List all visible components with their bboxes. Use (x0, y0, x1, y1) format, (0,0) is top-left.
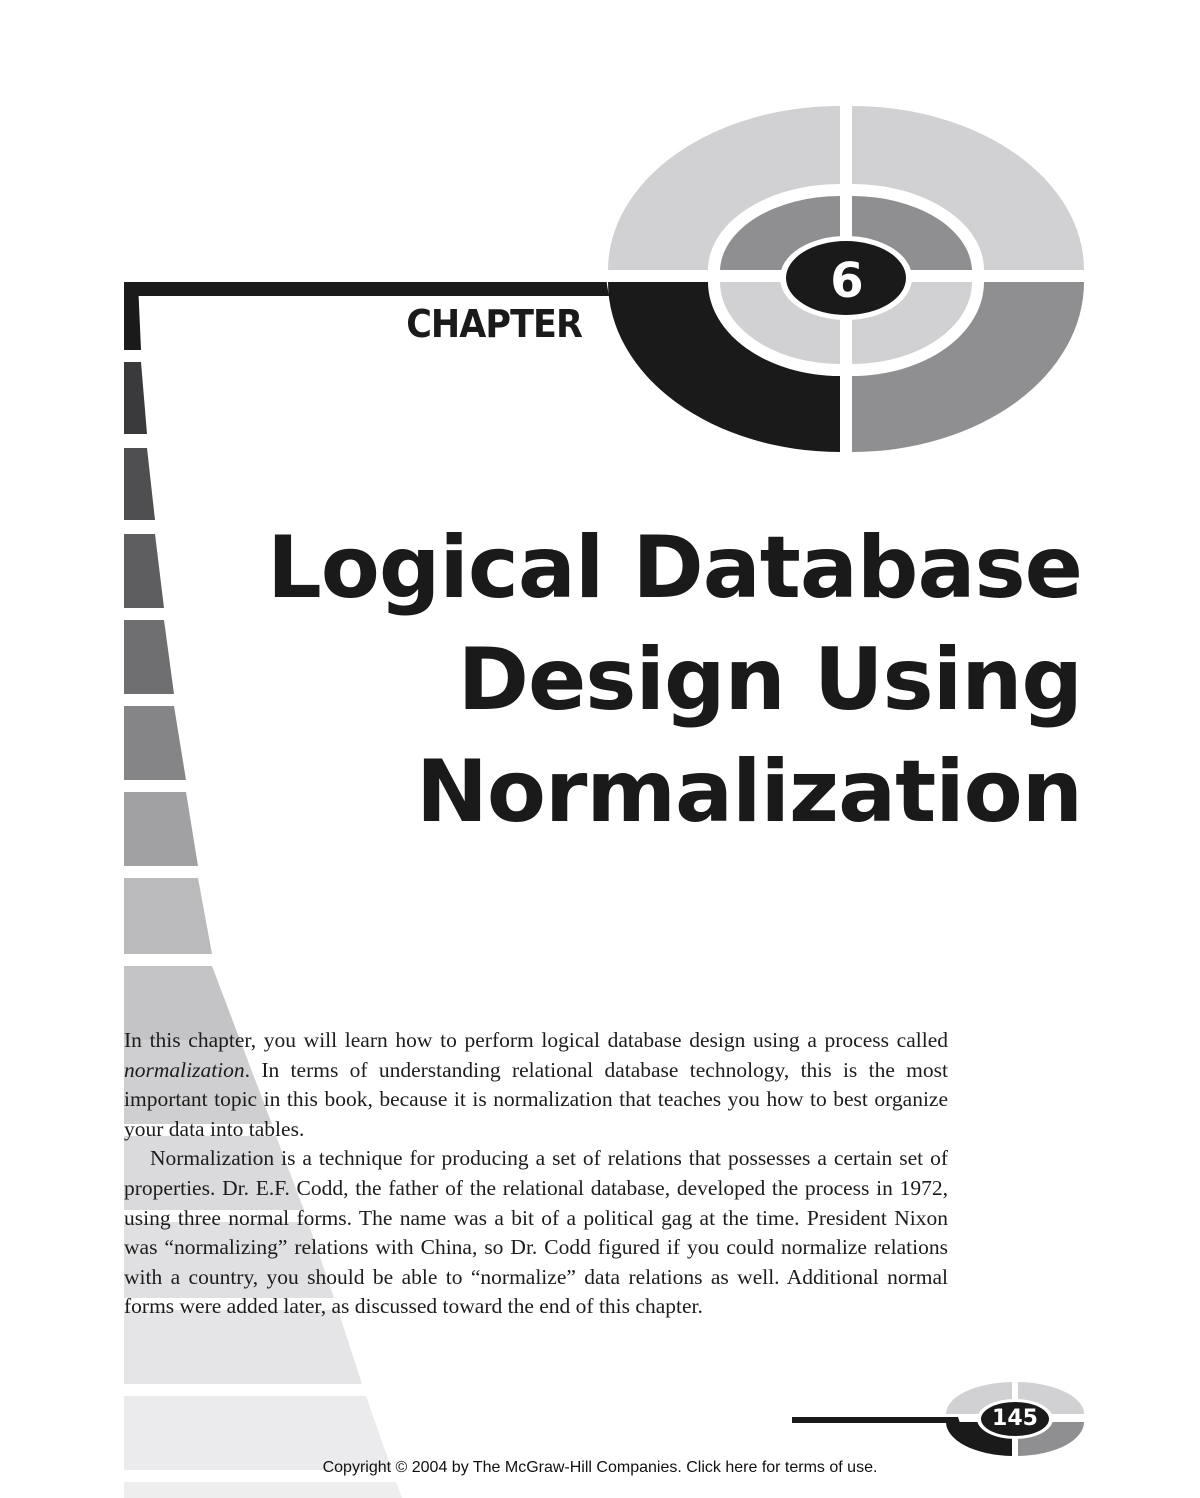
intro-paragraph (124, 1026, 948, 1144)
emphasized-term: normalization (124, 1057, 245, 1082)
chapter-title (262, 512, 1082, 848)
left-bar-segment (124, 534, 164, 608)
normalization-paragraph: Normalization is a technique for producing a set of relations that possesses a certain set of properties. Dr. E.F. Codd, the father of the relational database, developed the process in 1972, using three normal forms. The name was a bit of a political gag at the time. President Nixon was “normalizing” relations with China, so Dr. Codd figured if you could normalize relations with a country, you should be able to “normalize” data relations as well. Additional normal forms were added later, as discussed toward the end of this chapter. (124, 1146, 948, 1319)
terms-of-use-link[interactable]: Click here for terms of use. (686, 1459, 878, 1476)
chapter-number: 6 (830, 253, 864, 309)
left-bar-segment (124, 792, 198, 866)
left-bar-segment (124, 362, 147, 434)
chapter-label: CHAPTER (406, 302, 582, 346)
body-text (124, 1026, 948, 1322)
top-rule (124, 282, 630, 296)
chapter-title-line: Logical Database (266, 518, 1082, 618)
copyright-notice (0, 1459, 1200, 1477)
left-bar-segment (124, 620, 174, 694)
chapter-title-line: Normalization (415, 742, 1082, 842)
left-bar-segment (124, 878, 212, 954)
left-bar-segment (124, 1482, 402, 1498)
intro-text: . In terms of understanding relational database technology, this is the most important topic in this book, because it is normalization that teaches you how to best organize your data into tables. (124, 1057, 948, 1141)
chapter-title-line: Design Using (457, 630, 1082, 730)
copyright-text: Copyright © 2004 by The McGraw-Hill Companies. (322, 1459, 682, 1476)
page-number: 145 (992, 1406, 1038, 1431)
intro-text: In this chapter, you will learn how to perform logical database design using a process called (124, 1028, 948, 1052)
left-bar-segment (124, 706, 186, 780)
left-bar-segment (124, 448, 155, 520)
